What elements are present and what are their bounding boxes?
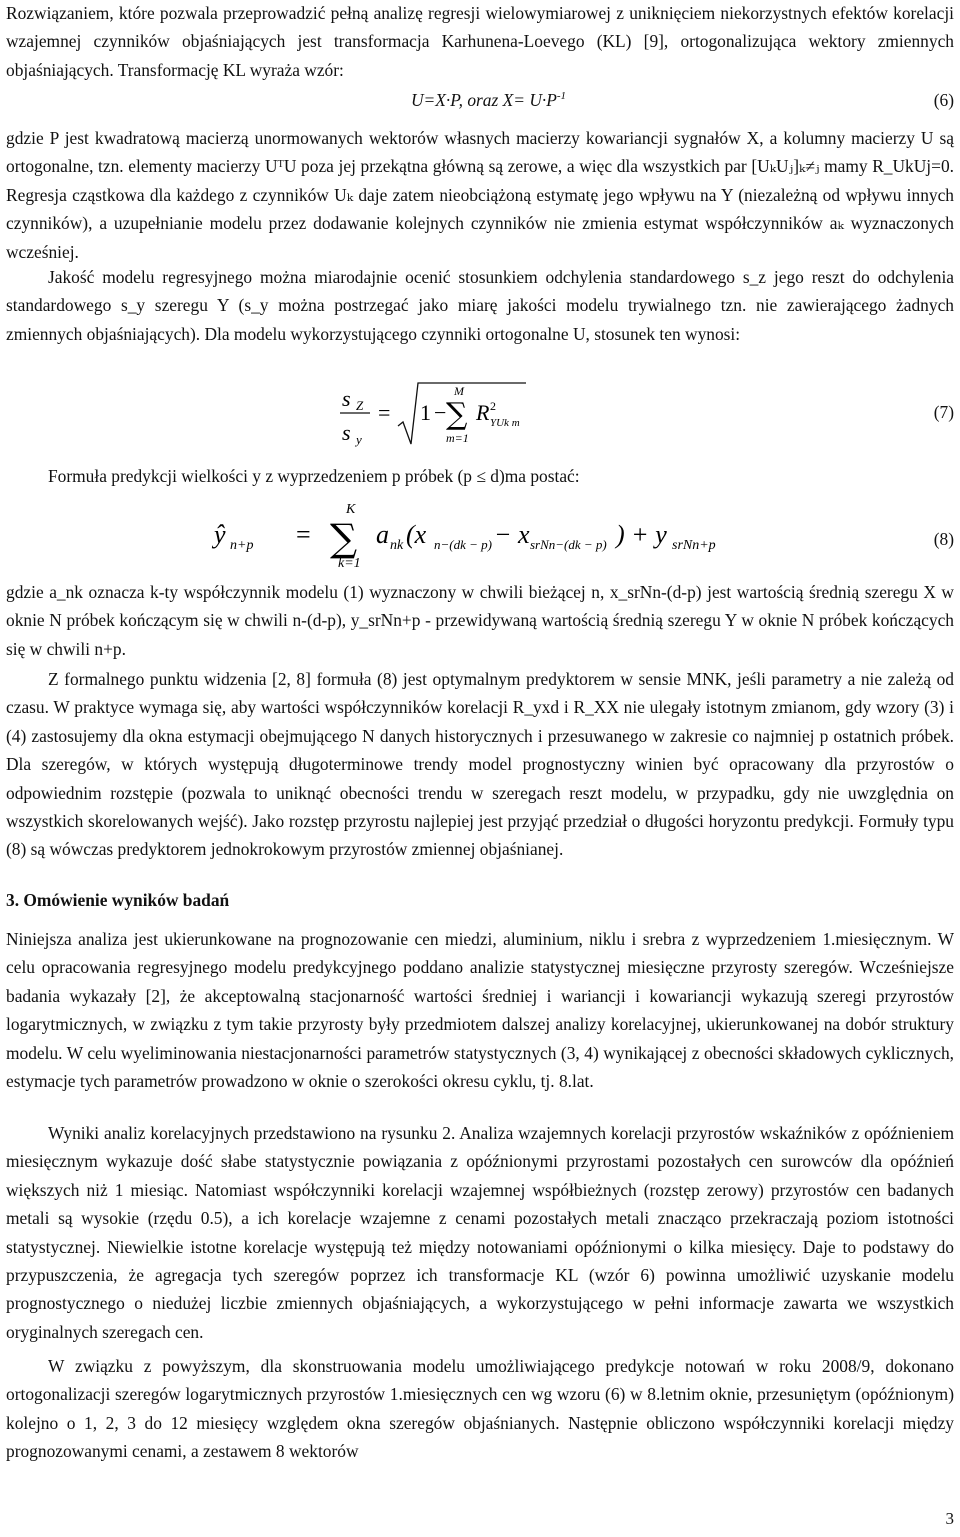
eq7-R-sup: 2	[490, 399, 496, 413]
eq8-minus: − x	[494, 520, 530, 549]
paragraph-5: gdzie a_nk oznacza k-ty współczynnik modelu (1) wyznaczony w chwili bieżącej n, x_srNn-(d-p) jest wartością średnią szeregu X w oknie N próbek kończącym się w chwili n-(d-p), y_srNn+p - przewidywaną wartością średnią szeregu Y w oknie N próbek kończących się w chwili n+p.	[6, 582, 954, 659]
eq8-y-sub: srNn+p	[672, 538, 716, 553]
eq7-one: 1	[420, 400, 431, 425]
paragraph-4: Formuła predykcji wielkości y z wyprzedzeniem p próbek (p ≤ d)ma postać:	[48, 466, 580, 486]
eq7-R: R	[476, 400, 490, 425]
eq8-sigma: ∑	[330, 516, 358, 560]
eq7-den: s	[342, 420, 351, 445]
eq8-graphic	[6, 497, 954, 573]
eq7-equals: =	[378, 400, 391, 425]
paragraph-8: Wyniki analiz korelacyjnych przedstawiono na rysunku 2. Analiza wzajemnych korelacji przyrostów wskaźników z opóźnieniem miesięcznym wykazuje dość słabe statystycznie powiązania z opóźnionymi przyrostami pozostałych cen surowców dla opóźnień większych niż 1 miesiąc. Natomiast współczynniki korelacji wzajemnej współbieżnych (rozstęp zerowy) przyrostów cen badanych metali są wysokie (rzędu 0.5), a ich korelacje wzajemne z cenami pozostałych metali znacząco przekraczają poziom istotności statystycznej. Niewielkie istotne korelacje występują też między notowaniami opóźnionymi o kilka miesięcy. Daje to podstawy do przypuszczenia, że agregacja tych szeregów poprzez ich transformacje KL (wzór 6) powinna umożliwić uzyskanie modelu prognostycznego o niedużej liczbie zmiennych objaśniających, a wykorzystującego w pełni informacje zawarta we wszystkich oryginalnych szeregach cen.	[6, 1123, 954, 1342]
paragraph-3: Jakość modelu regresyjnego można miarodajnie ocenić stosunkiem odchylenia standardowego s_z jego reszt do odchylenia standardowego s_y szeregu Y (s_y można postrzegać jako miarę jakości modelu trywialnego tzn. nie zawierającego żadnych zmiennych objaśniających). Dla modelu wykorzystującego czynniki ortogonalne U, stosunek ten wynosi:	[6, 267, 954, 344]
paragraph-6: Z formalnego punktu widzenia [2, 8] formuła (8) jest optymalnym predyktorem w sensie MNK, jeśli parametry a nie zależą od czasu. W praktyce wymaga się, aby wartości współczynników korelacji R_yxd i R_XX nie ulegały istotnym zmianom, gdy wzory (3) i (4) zastosujemy dla okna estymacji obejmującego N danych historycznych i przesuwanego w zakresie co najmniej p ostatnich próbek. Dla szeregów, w których występują długoterminowe trendy model prognostyczny winien być opracowany dla przyrostów o odpowiednim rozstępie (pozwala to uniknąć obecności trendu w szeregach reszt modelu, w przypadku, gdy nie uwzględnia on wszystkich skorelowanych wejść). Jako rozstęp przyrostu najlepiej jest przyjąć przedział o długości horyzontu predykcji. Formuły typu (8) są wówczas predyktorem jednokrokowym przyrostów zmiennej objaśnianej.	[6, 669, 954, 860]
eq8-equals: =	[296, 520, 311, 549]
eq8-sum-top: K	[346, 502, 356, 517]
section-3-heading: 3. Omówienie wyników badań	[6, 890, 230, 910]
page-number: 3	[945, 1509, 954, 1528]
eq8-lhs-sub: n+p	[230, 538, 254, 553]
eq6-sup: -1	[556, 90, 567, 103]
eq8-x2-sub: srNn−(dk − p)	[530, 537, 607, 552]
eq7-sum-bot: m=1	[446, 431, 469, 445]
eq7-minus: −	[434, 400, 447, 425]
eq8-sum-bot: k=1	[338, 556, 361, 571]
eq8-close: ) + y	[616, 520, 667, 549]
eq7-sigma: ∑	[446, 397, 468, 432]
eq8-body: (x	[406, 520, 427, 549]
eq7-num: s	[342, 386, 351, 411]
eq7-number: (7)	[933, 402, 954, 422]
eq8-a: a	[376, 520, 389, 549]
eq8-a-sub: nk	[390, 538, 404, 553]
eq7-graphic	[6, 380, 954, 450]
eq7-sum-top: M	[454, 384, 464, 398]
eq7-R-sub: YUk m	[490, 417, 520, 429]
paragraph-7: Niniejsza analiza jest ukierunkowane na prognozowanie cen miedzi, aluminium, niklu i srebra z wyprzedzeniem 1.miesięcznym. W celu opracowania regresyjnego modelu predykcyjnego poddano analizie statystycznej miesięczne przyrosty szeregów. Wcześniejsze badania wykazały [2], że akceptowalną stacjonarność wartości średniej i wariancji i kowariancji wykazują szeregi przyrostów logarytmicznych, w związku z tym takie przyrosty były przedmiotem dalszej analizy korelacyjnej, ukierunkowanej na dobór struktury modelu. W celu wyeliminowania niestacjonarności parametrów statystycznych (3, 4) wynikającej z obecności składowych cyklicznych, estymacje tych parametrów prowadzono w oknie o szerokości okresu cyklu, tj. 8.lat.	[6, 929, 954, 1092]
eq6-number: (6)	[933, 90, 954, 110]
paragraph-9: W związku z powyższym, dla skonstruowania modelu umożliwiającego predykcje notowań w roku 2008/9, dokonano ortogonalizacji szeregów logarytmicznych przyrostów 1.miesięcznych cen wg wzoru (6) w 8.letnim oknie, przesuniętym (opóźnionym) kolejno o 1, 2, 3 do 12 miesięcy względem okna szeregów objaśnianych. Następnie obliczono współczynniki korelacji między prognozowanymi cenami, a zestawem 8 wektorów	[6, 1356, 954, 1462]
eq6-text: U=X·P, oraz X= U·P	[411, 90, 557, 110]
eq7-den-sub: y	[356, 432, 362, 447]
eq8-x-sub: n−(dk − p)	[434, 537, 492, 552]
paragraph-1: Rozwiązaniem, które pozwala przeprowadzić pełną analizę regresji wielowymiarowej z uniknięciem niekorzystnych efektów korelacji wzajemnej czynników objaśniających jest transformacja Karhunena-Loevego (KL) [9], ortogonalizująca wektory zmiennych objaśniających. Transformację KL wyraża wzór:	[6, 3, 954, 80]
eq8-number: (8)	[933, 529, 954, 549]
eq8-lhs: ŷ	[214, 520, 226, 549]
paragraph-2: gdzie P jest kwadratową macierzą unormowanych wektorów własnych macierzy kowariancji sygnałów X, a kolumny macierzy U są ortogonalne, tzn. elementy macierzy UᵀU poza jej przekątna główną są zerowe, a więc dla wszystkich par [UₖUⱼ]ₖ≠ⱼ mamy R_UkUj=0. Regresja cząstkowa dla każdego z czynników Uₖ daje zatem nieobciążoną estymatę jego wpływu na Y (niezależną od wpływu innych czynników), a uzupełnianie modelu przez dodawanie kolejnych czynników nie zmienia estymat współczynników aₖ wyznaczonych wcześniej.	[6, 128, 954, 262]
equation-8	[6, 497, 954, 573]
eq7-num-sub: Z	[356, 398, 364, 413]
equation-7	[6, 380, 954, 450]
